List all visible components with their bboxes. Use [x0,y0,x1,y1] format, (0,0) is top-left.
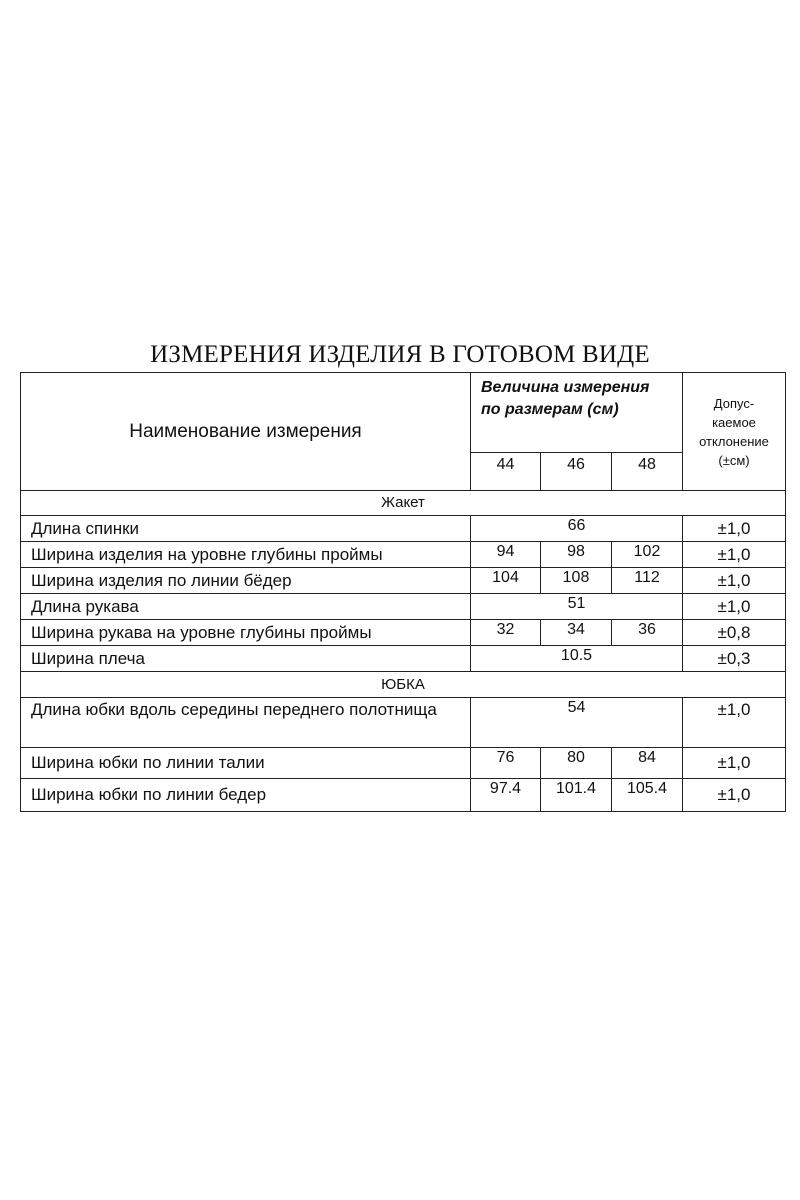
measurement-tolerance: ±1,0 [683,542,786,568]
header-tolerance-line3: отклонение [699,433,769,449]
header-tolerance-line4: (±см) [718,452,750,468]
header-size-48: 48 [612,453,683,491]
measurement-tolerance: ±0,8 [683,620,786,646]
measurement-tolerance: ±1,0 [683,748,786,779]
measurement-tolerance: ±0,3 [683,646,786,672]
header-tolerance-line1: Допус- [713,395,755,411]
measurement-value-46: 108 [541,568,612,594]
header-size-group-line2: по размерам (см) [481,401,619,418]
header-tolerance [683,373,786,491]
header-row-top [21,373,786,453]
measurement-name: Ширина изделия по линии бёдер [21,568,471,594]
measurement-value-44: 76 [471,748,541,779]
measurement-value-46: 101.4 [541,779,612,812]
table-row [21,620,786,646]
measurement-value-48: 112 [612,568,683,594]
table-row [21,779,786,812]
measurement-value-44: 97.4 [471,779,541,812]
table-row [21,568,786,594]
header-size-46: 46 [541,453,612,491]
measurement-value-46: 34 [541,620,612,646]
measurement-tolerance: ±1,0 [683,698,786,748]
measurement-value-44: 32 [471,620,541,646]
measurement-name: Ширина рукава на уровне глубины проймы [21,620,471,646]
measurement-value: 51 [471,594,683,620]
measurement-value: 66 [471,516,683,542]
measurement-value-48: 102 [612,542,683,568]
header-measurement-name: Наименование измерения [21,373,471,491]
measurement-tolerance: ±1,0 [683,779,786,812]
measurement-value-48: 84 [612,748,683,779]
table-row [21,594,786,620]
measurement-value-48: 105.4 [612,779,683,812]
measurement-value-44: 104 [471,568,541,594]
header-size-group [471,373,683,453]
measurement-name: Длина спинки [21,516,471,542]
table-row [21,542,786,568]
measurement-value-44: 94 [471,542,541,568]
table-row [21,646,786,672]
section-row-jacket [21,491,786,516]
measurement-name: Длина юбки вдоль середины переднего полотнища [21,698,471,748]
measurement-value: 10.5 [471,646,683,672]
measurement-value: 54 [471,698,683,748]
table-row [21,748,786,779]
measurement-tolerance: ±1,0 [683,516,786,542]
measurement-value-46: 98 [541,542,612,568]
measurement-name: Ширина плеча [21,646,471,672]
measurement-value-46: 80 [541,748,612,779]
measurement-name: Длина рукава [21,594,471,620]
measurements-table [20,372,786,812]
measurement-name: Ширина изделия на уровне глубины проймы [21,542,471,568]
measurement-tolerance: ±1,0 [683,568,786,594]
header-tolerance-line2: каемое [712,414,756,430]
measurement-name: Ширина юбки по линии талии [21,748,471,779]
section-row-skirt [21,672,786,698]
document-title: ИЗМЕРЕНИЯ ИЗДЕЛИЯ В ГОТОВОМ ВИДЕ [150,341,650,368]
table-row [21,698,786,748]
table-row [21,516,786,542]
measurement-value-48: 36 [612,620,683,646]
header-size-44: 44 [471,453,541,491]
section-label-skirt: ЮБКА [21,672,786,698]
section-label-jacket: Жакет [21,491,786,516]
header-size-group-line1: Величина измерения [481,379,650,396]
measurement-tolerance: ±1,0 [683,594,786,620]
measurement-name: Ширина юбки по линии бедер [21,779,471,812]
